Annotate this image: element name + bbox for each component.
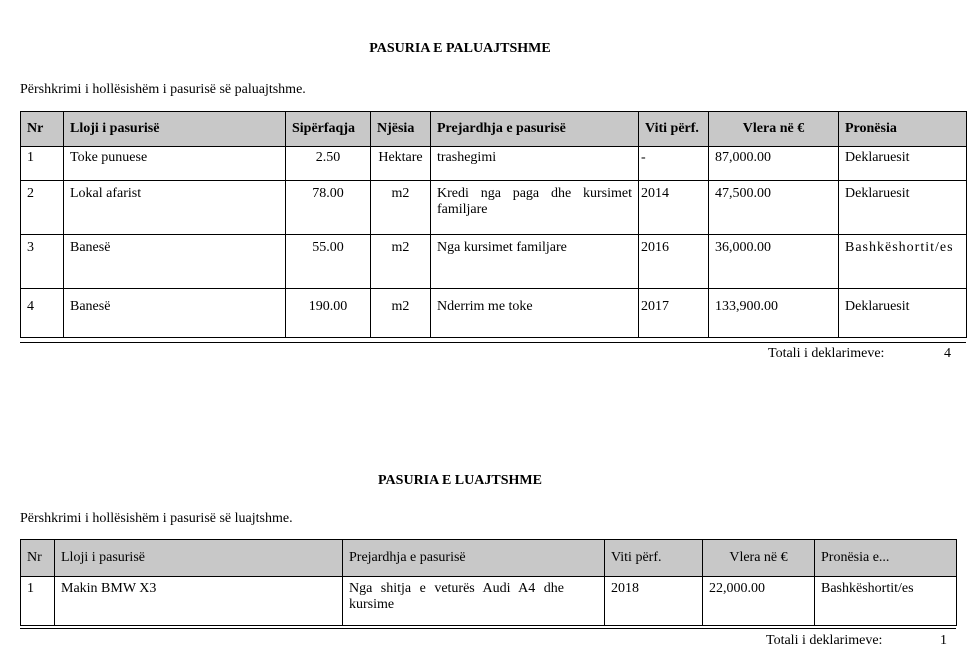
movable-description: Përshkrimi i hollësishëm i pasurisë së luajtshme. [20,511,293,526]
immovable-property-table [20,111,967,338]
movable-title: PASURIA E LUAJTSHME [378,473,542,488]
cell-year: 2018 [605,577,703,626]
header-unit: Njësia [371,112,431,147]
cell-nr: 1 [21,147,64,181]
table-row [21,577,957,626]
cell-value: 47,500.00 [709,181,839,235]
cell-area: 55.00 [286,235,371,289]
cell-unit: m2 [371,289,431,338]
cell-ownership: Deklaruesit [839,181,967,235]
cell-type: Toke punuese [64,147,286,181]
table-end-rule [20,628,956,629]
cell-year: 2014 [639,181,709,235]
header-type: Lloji i pasurisë [55,540,343,577]
table-row [21,181,967,235]
table-row [21,235,967,289]
cell-nr: 4 [21,289,64,338]
table-header-row [21,112,967,147]
table-header-row [21,540,957,577]
cell-ownership: Bashkëshortit/es [839,235,967,289]
cell-value: 87,000.00 [709,147,839,181]
header-value: Vlera në € [703,540,815,577]
immovable-total-label: Totali i deklarimeve: [768,346,885,361]
cell-area: 2.50 [286,147,371,181]
header-ownership: Pronësia e... [815,540,957,577]
immovable-description: Përshkrimi i hollësishëm i pasurisë së paluajtshme. [20,82,306,97]
table-row [21,289,967,338]
movable-total-value: 1 [940,633,947,648]
cell-origin: Nga shitja e veturës Audi A4 dhe kursime [343,577,605,626]
header-area: Sipërfaqja [286,112,371,147]
header-origin: Prejardhja e pasurisë [343,540,605,577]
cell-origin: Nderrim me toke [431,289,639,338]
header-nr: Nr [21,540,55,577]
cell-type: Banesë [64,235,286,289]
cell-unit: m2 [371,235,431,289]
cell-type: Banesë [64,289,286,338]
cell-unit: m2 [371,181,431,235]
table-end-rule [20,342,966,343]
cell-nr: 2 [21,181,64,235]
cell-ownership: Bashkëshortit/es [815,577,957,626]
cell-year: - [639,147,709,181]
cell-nr: 1 [21,577,55,626]
header-origin: Prejardhja e pasurisë [431,112,639,147]
movable-property-table [20,539,957,626]
cell-nr: 3 [21,235,64,289]
cell-ownership: Deklaruesit [839,289,967,338]
header-nr: Nr [21,112,64,147]
cell-value: 133,900.00 [709,289,839,338]
cell-type: Lokal afarist [64,181,286,235]
cell-value: 22,000.00 [703,577,815,626]
immovable-title: PASURIA E PALUAJTSHME [369,41,551,56]
header-ownership: Pronësia [839,112,967,147]
cell-unit: Hektare [371,147,431,181]
cell-area: 190.00 [286,289,371,338]
cell-year: 2016 [639,235,709,289]
immovable-total-value: 4 [944,346,951,361]
cell-type: Makin BMW X3 [55,577,343,626]
cell-origin: trashegimi [431,147,639,181]
header-year: Viti përf. [605,540,703,577]
movable-total-label: Totali i deklarimeve: [766,633,883,648]
header-type: Lloji i pasurisë [64,112,286,147]
cell-ownership: Deklaruesit [839,147,967,181]
cell-origin: Nga kursimet familjare [431,235,639,289]
header-value: Vlera në € [709,112,839,147]
header-year: Viti përf. [639,112,709,147]
cell-value: 36,000.00 [709,235,839,289]
table-row [21,147,967,181]
cell-origin: Kredi nga paga dhe kursimet familjare [431,181,639,235]
cell-area: 78.00 [286,181,371,235]
cell-year: 2017 [639,289,709,338]
